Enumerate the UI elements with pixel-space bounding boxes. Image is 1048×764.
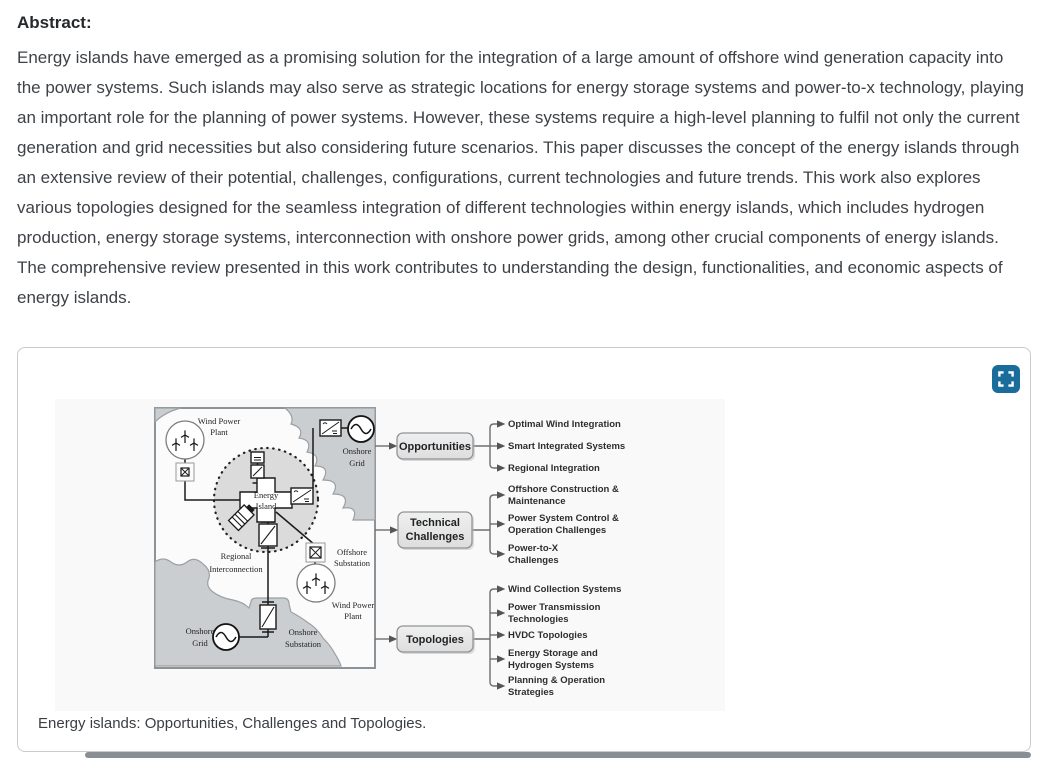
- leaf-label: Smart Integrated Systems: [508, 441, 626, 452]
- onshore-grid-top-symbol: [348, 416, 374, 442]
- converter-island-bottom: [259, 524, 277, 546]
- leaf-label: Energy Storage and: [508, 648, 598, 659]
- tree-node-opportunities: [397, 433, 475, 461]
- leaf-label: HVDC Topologies: [508, 630, 588, 641]
- schematic-map: [155, 408, 375, 668]
- onshore-grid-bottom-symbol: [213, 624, 239, 650]
- onshore-grid-top-label: Onshore: [342, 446, 372, 456]
- next-section-top-edge: [85, 752, 1031, 758]
- wind-power-plant-bottom: [297, 564, 335, 602]
- wind-power-plant-top: [166, 421, 204, 459]
- onshore-substation-label: Onshore: [288, 627, 318, 637]
- leaf-label: Wind Collection Systems: [508, 584, 622, 595]
- leaf-label: Power-to-X: [508, 543, 559, 554]
- energy-island-label: Island: [255, 501, 277, 511]
- leaf-label: Technologies: [508, 614, 569, 625]
- leaf-label: Challenges: [508, 555, 559, 566]
- leaf-label: Strategies: [508, 687, 554, 698]
- onshore-substation-label: Substation: [285, 639, 321, 649]
- converter-onshore-substation: [260, 605, 276, 629]
- node-label: Technical: [410, 517, 460, 529]
- energy-island-label: Energy: [253, 490, 279, 500]
- figure-image[interactable]: [55, 399, 725, 711]
- node-label: Opportunities: [398, 441, 472, 453]
- wind-power-plant-top-label: Wind Power: [197, 416, 241, 426]
- figure-caption: Energy islands: Opportunities, Challenges and Topologies.: [38, 715, 427, 732]
- substation-offshore: [306, 543, 325, 562]
- leaf-label: Hydrogen Systems: [508, 660, 595, 671]
- onshore-grid-top-label: Grid: [349, 458, 365, 468]
- leaf-label: Maintenance: [508, 496, 566, 507]
- abstract-section: [17, 10, 1031, 313]
- wind-power-plant-top-label: Plant: [210, 427, 228, 437]
- tree-node-topologies: [397, 626, 475, 654]
- figure-panel: [17, 347, 1031, 752]
- tree-leaves: [508, 419, 625, 698]
- regional-interconnection-label: Regional: [220, 551, 252, 561]
- node-label: Challenges: [405, 531, 465, 543]
- leaf-label: Power System Control &: [508, 513, 619, 524]
- abstract-body: Energy islands have emerged as a promising solution for the integration of a large amount of offshore wind generation capacity into the power systems. Such islands may also serve as strategic locations for energy storage systems and power-to-x technology, playing an important role for the planning of power systems. However, these systems require a high-level planning to fulfil not only the current generation and grid necessities but also considering future scenarios. This paper discusses the concept of the energy islands through an extensive review of their potential, challenges, configurations, current technologies and future trends. This work also explores various topologies designed for the seamless integration of different technologies within energy islands, which includes hydrogen production, energy storage systems, interconnection with onshore power grids, among other crucial components of energy islands. The comprehensive review presented in this work contributes to understanding the design, functionalities, and economic aspects of energy islands.: [17, 48, 1024, 307]
- leaf-label: Planning & Operation: [508, 675, 606, 686]
- converter-island-right: [291, 488, 313, 504]
- energy-island-diagram: [145, 402, 705, 704]
- wind-power-plant-bottom-label: Wind Power: [331, 600, 375, 610]
- converter-island-top-stack: [251, 452, 264, 478]
- leaf-label: Operation Challenges: [508, 525, 607, 536]
- abstract-heading: Abstract:: [17, 13, 92, 32]
- regional-interconnection-label: Interconnection: [209, 564, 263, 574]
- onshore-grid-bottom-label: Grid: [192, 638, 208, 648]
- wind-power-plant-bottom-label: Plant: [344, 611, 362, 621]
- leaf-label: Regional Integration: [508, 463, 600, 474]
- expand-figure-button[interactable]: [992, 365, 1020, 393]
- converter-onshore-top: [320, 420, 341, 436]
- topic-tree: [375, 419, 625, 698]
- fullscreen-icon: [998, 371, 1014, 387]
- leaf-label: Optimal Wind Integration: [508, 419, 621, 430]
- leaf-label: Power Transmission: [508, 602, 601, 613]
- leaf-label: Offshore Construction &: [508, 484, 619, 495]
- onshore-grid-bottom-label: Onshore: [185, 626, 215, 636]
- node-label: Topologies: [406, 634, 464, 646]
- offshore-substation-label: Substation: [334, 558, 370, 568]
- offshore-substation-label: Offshore: [336, 547, 368, 557]
- substation-wind-top: [176, 463, 194, 481]
- tree-node-technical-challenges: [398, 512, 474, 550]
